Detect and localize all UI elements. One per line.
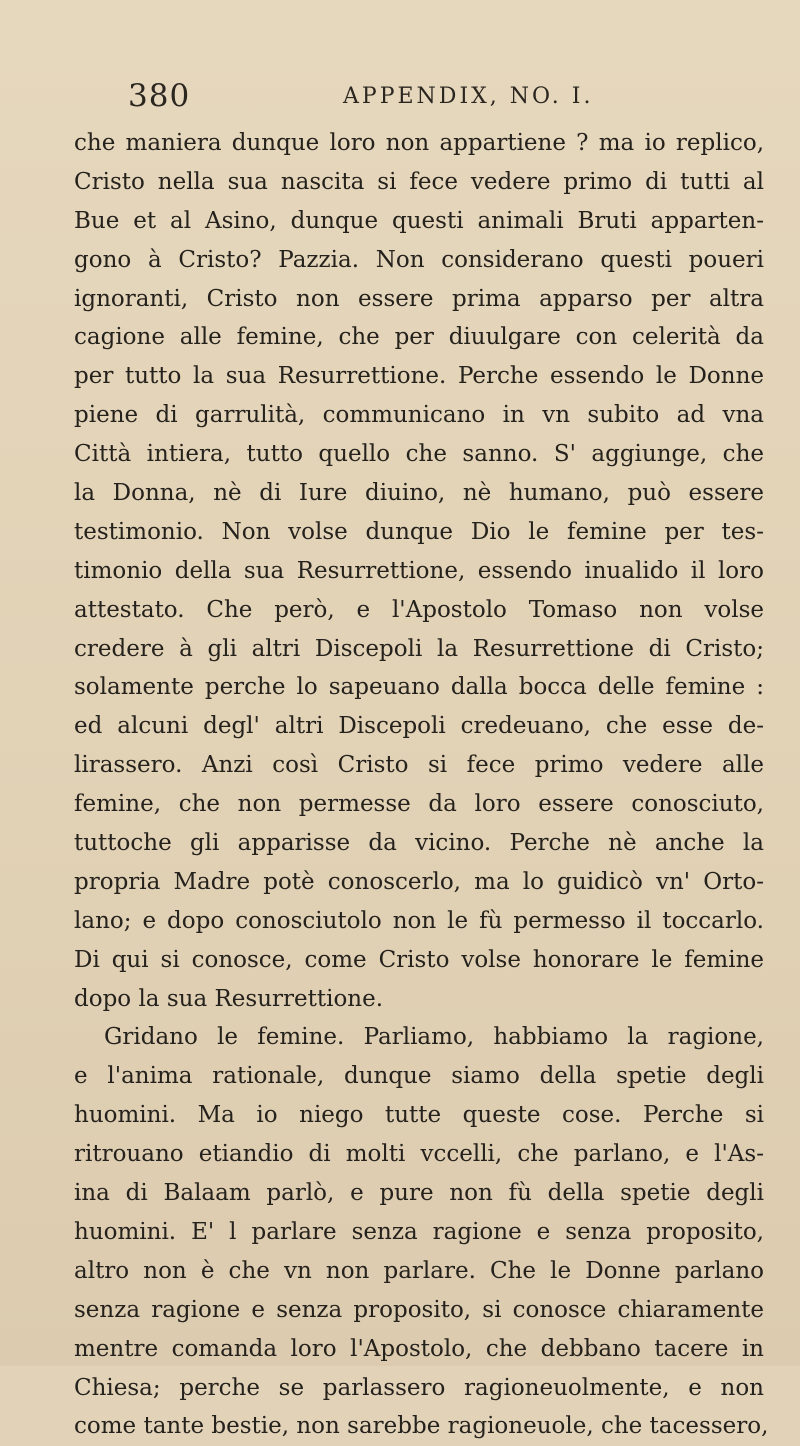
- text-line: e l'anima rationale, dunque siamo della spetie degli: [74, 1063, 764, 1090]
- text-line: ed alcuni degl' altri Discepoli credeuano, che esse de-: [74, 713, 764, 740]
- text-line: Chiesa; perche se parlassero ragioneuolmente, e non: [74, 1374, 764, 1401]
- text-line: Cristo nella sua nascita si fece vedere primo di tutti al: [74, 168, 764, 195]
- text-line: lirassero. Anzi così Cristo si fece primo vedere alle: [74, 752, 764, 779]
- text-line: che maniera dunque loro non appartiene ? ma io replico,: [74, 130, 764, 156]
- text-line: testimonio. Non volse dunque Dio le femine per tes-: [74, 518, 764, 545]
- text-line: la Donna, nè di Iure diuino, nè humano, può essere: [74, 480, 764, 507]
- text-line: cagione alle femine, che per diuulgare con celerità da: [74, 324, 764, 351]
- text-line: Di qui si conosce, come Cristo volse honorare le femine: [74, 946, 764, 973]
- page-number: 380: [128, 78, 191, 114]
- text-line: huomini. Ma io niego tutte queste cose. Perche si: [74, 1102, 764, 1129]
- text-line: ina di Balaam parlò, e pure non fù della spetie degli: [74, 1180, 764, 1207]
- running-head: APPENDIX, NO. I.: [343, 84, 594, 109]
- text-line: ignoranti, Cristo non essere prima apparso per altra: [74, 285, 764, 312]
- text-line: senza ragione e senza proposito, si conosce chiaramente: [74, 1296, 764, 1323]
- text-line: credere à gli altri Discepoli la Resurrettione di Cristo;: [74, 635, 764, 662]
- paragraph-start-line: Gridano le femine. Parliamo, habbiamo la ragione,: [104, 1024, 764, 1051]
- text-line: solamente perche lo sapeuano dalla bocca delle femine :: [74, 674, 764, 701]
- text-line: ritrouano etiandio di molti vccelli, che parlano, e l'As-: [74, 1141, 764, 1168]
- text-line: propria Madre potè conoscerlo, ma lo guidicò vn' Orto-: [74, 868, 764, 895]
- text-line: per tutto la sua Resurrettione. Perche essendo le Donne: [74, 363, 764, 390]
- text-line: Città intiera, tutto quello che sanno. S' aggiunge, che: [74, 441, 764, 468]
- text-line: altro non è che vn non parlare. Che le Donne parlano: [74, 1257, 764, 1284]
- text-line: femine, che non permesse da loro essere conosciuto,: [74, 791, 764, 818]
- text-line: huomini. E' l parlare senza ragione e senza proposito,: [74, 1218, 764, 1245]
- page-header: [128, 78, 748, 118]
- paragraph-end-line: dopo la sua Resurrettione.: [74, 985, 384, 1012]
- text-line: come tante bestie, non sarebbe ragioneuole, che tacessero,: [74, 1413, 769, 1440]
- text-line: Bue et al Asino, dunque questi animali Bruti apparten-: [74, 207, 764, 234]
- text-line: piene di garrulità, communicano in vn subito ad vna: [74, 402, 764, 429]
- text-line: timonio della sua Resurrettione, essendo inualido il loro: [74, 557, 764, 584]
- text-line: gono à Cristo? Pazzia. Non considerano questi poueri: [74, 246, 764, 273]
- text-line: attestato. Che però, e l'Apostolo Tomaso non volse: [74, 596, 764, 623]
- text-line: mentre comanda loro l'Apostolo, che debbano tacere in: [74, 1335, 764, 1362]
- text-line: lano; e dopo conosciutolo non le fù permesso il toccarlo.: [74, 907, 764, 934]
- body-text: [74, 124, 769, 1446]
- text-line: tuttoche gli apparisse da vicino. Perche nè anche la: [74, 830, 764, 857]
